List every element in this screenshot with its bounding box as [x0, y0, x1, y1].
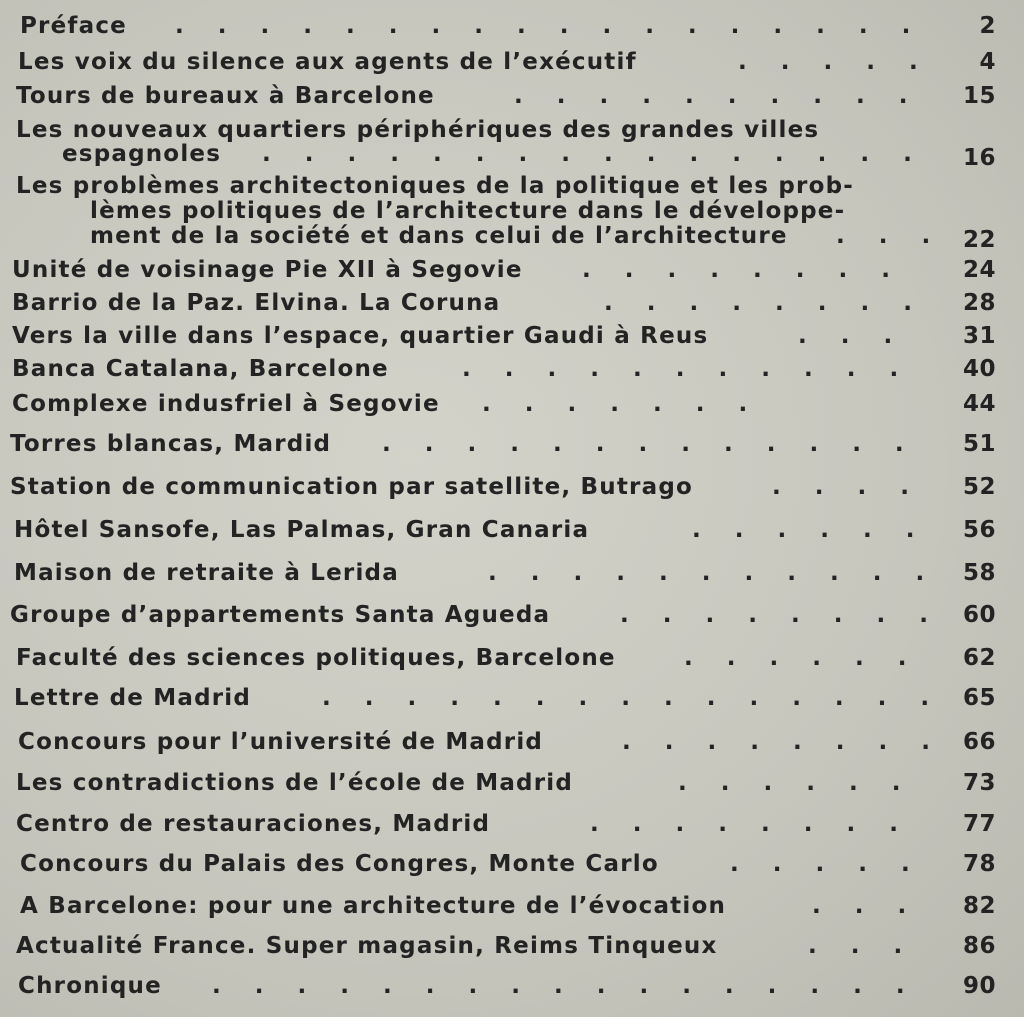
page-number: 73 [962, 770, 996, 796]
leader-dots: . . . . . . [678, 770, 914, 796]
page-number: 15 [962, 83, 996, 109]
entry-title: Faculté des sciences politiques, Barcelone [16, 645, 616, 671]
entry-title: Unité de voisinage Pie XII à Segovie [12, 257, 523, 283]
page-number: 40 [962, 356, 996, 382]
entry-title: Barrio de la Paz. Elvina. La Coruna [12, 290, 501, 316]
entry-title: Centro de restauraciones, Madrid [16, 811, 491, 837]
entry-title: Tours de bureaux à Barcelone [16, 83, 435, 109]
page-number: 52 [962, 474, 996, 500]
leader-dots: . . . . . [738, 49, 931, 75]
entry-title: Banca Catalana, Barcelone [12, 356, 389, 382]
entry-title: Les contradictions de l’école de Madrid [16, 770, 574, 796]
entry-title: Vers la ville dans l’espace, quartier Gaudi à Reus [12, 323, 709, 349]
page-number: 51 [962, 431, 996, 457]
leader-dots: . . . [798, 323, 906, 349]
leader-dots: . . . [812, 893, 920, 919]
entry-title-line: lèmes politiques de l’architecture dans le développe- [90, 198, 846, 224]
entry-title: Torres blancas, Mardid [10, 431, 332, 457]
page-number: 16 [962, 145, 996, 171]
entry-title-line: ment de la société et dans celui de l’architecture [90, 223, 788, 249]
leader-dots: . . . . . . [692, 517, 928, 543]
page-number: 58 [962, 560, 996, 586]
entry-title-line: Les problèmes architectoniques de la politique et les prob- [16, 173, 854, 199]
page-number: 86 [962, 933, 996, 959]
leader-dots: . . . . . . . . [582, 257, 903, 283]
page-number: 31 [962, 323, 996, 349]
entry-title: Concours pour l’université de Madrid [18, 729, 544, 755]
page-number: 66 [962, 729, 996, 755]
entry-title: Groupe d’appartements Santa Agueda [10, 602, 551, 628]
leader-dots: . . . . . . . . . . . [488, 560, 938, 586]
leader-dots: . . . . . . . . . . . [462, 356, 912, 382]
leader-dots: . . . . . [730, 851, 923, 877]
leader-dots: . . . . [772, 474, 922, 500]
entry-title: Chronique [18, 973, 162, 999]
leader-dots: . . . . . . . . . . . . . . . . . [212, 973, 918, 999]
entry-title: Concours du Palais des Congres, Monte Carlo [20, 851, 659, 877]
leader-dots: . . . [836, 223, 944, 249]
leader-dots: . . . . . . . . . . . . . . . [322, 685, 943, 711]
page-number: 24 [962, 257, 996, 283]
entry-title: Station de communication par satellite, Butrago [10, 474, 693, 500]
leader-dots: . . . . . . [684, 645, 920, 671]
entry-title: Complexe indusfriel à Segovie [12, 391, 440, 417]
page-number: 4 [979, 49, 996, 75]
leader-dots: . . . . . . . . [622, 729, 943, 755]
page-number: 78 [962, 851, 996, 877]
page-number: 2 [979, 13, 996, 39]
entry-title: Hôtel Sansofe, Las Palmas, Gran Canaria [14, 517, 590, 543]
page-number: 44 [962, 391, 996, 417]
leader-dots: . . . . . . . . . . . . . . . . . . [175, 13, 924, 39]
entry-title: Lettre de Madrid [14, 685, 252, 711]
leader-dots: . . . . . . . [482, 391, 761, 417]
leader-dots: . . . . . . . . . . . . . . . . [262, 141, 925, 167]
entry-title: Maison de retraite à Lerida [14, 560, 399, 586]
leader-dots: . . . [808, 933, 916, 959]
page-number: 77 [962, 811, 996, 837]
leader-dots: . . . . . . . . [590, 811, 911, 837]
page-number: 65 [962, 685, 996, 711]
page-number: 60 [962, 602, 996, 628]
leader-dots: . . . . . . . . [604, 290, 925, 316]
leader-dots: . . . . . . . . [620, 602, 941, 628]
page-number: 90 [962, 973, 996, 999]
page-number: 28 [962, 290, 996, 316]
entry-title: Actualité France. Super magasin, Reims Tinqueux [16, 933, 718, 959]
entry-title-line: Les nouveaux quartiers périphériques des grandes villes [16, 117, 820, 143]
entry-title-line: espagnoles [62, 141, 222, 167]
page-number: 56 [962, 517, 996, 543]
entry-title: A Barcelone: pour une architecture de l’évocation [20, 893, 727, 919]
entry-title: Préface [20, 13, 127, 39]
page-number: 82 [962, 893, 996, 919]
page-number: 22 [962, 227, 996, 253]
leader-dots: . . . . . . . . . . . . . [382, 431, 917, 457]
entry-title: Les voix du silence aux agents de l’exécutif [18, 49, 637, 75]
leader-dots: . . . . . . . . . . [514, 83, 921, 109]
page-number: 62 [962, 645, 996, 671]
